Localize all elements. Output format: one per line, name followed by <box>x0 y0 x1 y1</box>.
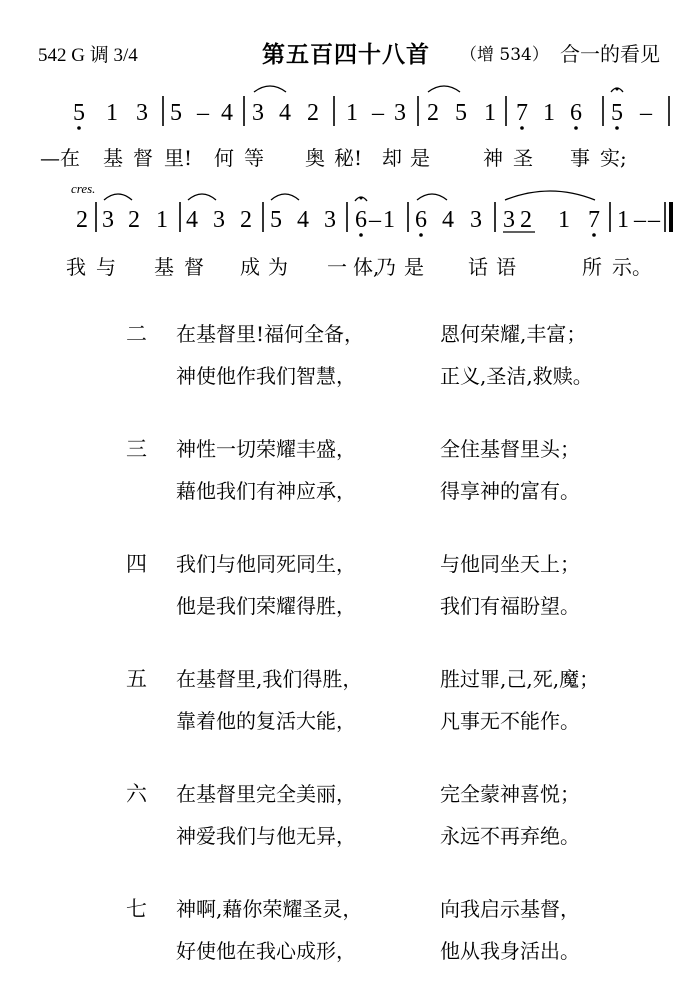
note: 2 <box>427 100 439 126</box>
low-octave-dot <box>359 233 363 237</box>
note: 3 <box>213 207 225 233</box>
note: 2 <box>240 207 252 233</box>
verse-line: 得享神的富有。 <box>440 479 580 503</box>
lyric: 是 <box>404 255 424 279</box>
verse-number: 二 <box>126 322 147 346</box>
note: – <box>369 207 381 233</box>
verse-number: 三 <box>126 437 147 461</box>
note: 4 <box>442 207 454 233</box>
verse-7 <box>0 893 700 973</box>
verse-line: 完全蒙神喜悦； <box>440 782 580 806</box>
note: – <box>634 207 646 233</box>
lyric: 神 <box>483 146 503 170</box>
slur <box>271 194 299 200</box>
lyric: 语 <box>496 255 516 279</box>
lyric: 所 <box>582 255 602 279</box>
verse-line: 我们与他同死同生， <box>176 552 356 576</box>
fermata-dot <box>616 88 619 91</box>
lyric: 示。 <box>612 255 652 279</box>
fermata-dot <box>360 197 363 200</box>
hymn-subtitle: 合一的看见 <box>560 42 660 66</box>
note: 5 <box>455 100 467 126</box>
verse-line: 正义,圣洁,救赎。 <box>440 364 593 388</box>
hymn-supplement: （增 534） <box>460 45 549 65</box>
score-line-1 <box>73 86 669 130</box>
note: 3 <box>136 100 148 126</box>
lyrics-line-2 <box>66 255 652 279</box>
note: 5 <box>73 100 85 126</box>
note: 2 <box>307 100 319 126</box>
verse-line: 我们有福盼望。 <box>440 594 580 618</box>
slur <box>505 191 595 200</box>
lyric: 实; <box>600 146 627 170</box>
note: 7 <box>588 207 600 233</box>
note: – <box>648 207 660 233</box>
verse-line: 他从我身活出。 <box>440 939 580 963</box>
lyric: 与 <box>96 255 116 279</box>
slur <box>254 86 286 92</box>
note: – <box>640 100 652 126</box>
verse-line: 好使他在我心成形， <box>176 939 356 963</box>
lyric: 督 <box>133 146 153 170</box>
note: 5 <box>170 100 182 126</box>
verse-4 <box>0 548 700 628</box>
verse-line: 胜过罪,己,死,魔； <box>440 667 600 691</box>
verse-line: 藉他我们有神应承， <box>176 479 356 503</box>
note: 5 <box>270 207 282 233</box>
note: 7 <box>516 100 528 126</box>
low-octave-dot <box>77 126 81 130</box>
verse-6 <box>0 778 700 858</box>
lyric: 何 <box>214 146 234 170</box>
verse-line: 在基督里,我们得胜， <box>176 667 363 691</box>
low-octave-dot <box>520 126 524 130</box>
slur <box>417 194 447 200</box>
note: 1 <box>346 100 358 126</box>
note: 2 <box>76 207 88 233</box>
verse-line: 神性一切荣耀丰盛， <box>176 437 356 461</box>
note: 6 <box>415 207 427 233</box>
note: 1 <box>543 100 555 126</box>
hymn-header <box>0 34 700 74</box>
lyric: 成 <box>240 255 260 279</box>
note: 3 <box>503 207 515 233</box>
lyric: 圣 <box>513 146 533 170</box>
verse-line: 神爱我们与他无异， <box>176 824 356 848</box>
note: 4 <box>186 207 198 233</box>
verse-line: 永远不再弃绝。 <box>440 824 580 848</box>
note: 1 <box>484 100 496 126</box>
verse-2 <box>0 318 700 398</box>
slur <box>188 194 216 200</box>
verse-number: 五 <box>126 667 147 691</box>
lyric: 话 <box>468 255 488 279</box>
note: 1 <box>558 207 570 233</box>
note: 6 <box>355 207 367 233</box>
lyric: 基 <box>154 255 174 279</box>
verse-line: 向我启示基督， <box>440 897 580 921</box>
note: 1 <box>383 207 395 233</box>
lyric: 我 <box>66 255 86 279</box>
music-score <box>0 70 700 300</box>
note: 4 <box>297 207 309 233</box>
lyric: 体, <box>353 255 380 279</box>
verse-line: 神啊,藉你荣耀圣灵， <box>176 897 363 921</box>
lyrics-line-1 <box>40 146 627 170</box>
lyric: 奥 <box>305 146 325 170</box>
note: 2 <box>520 207 532 233</box>
low-octave-dot <box>419 233 423 237</box>
note: 2 <box>128 207 140 233</box>
verse-5 <box>0 663 700 743</box>
lyric: 督 <box>184 255 204 279</box>
verse-3 <box>0 433 700 513</box>
note: 3 <box>394 100 406 126</box>
verse-line: 靠着他的复活大能， <box>176 709 356 733</box>
note: 1 <box>156 207 168 233</box>
lyric: 里! <box>164 146 193 170</box>
lyric: 基 <box>103 146 123 170</box>
note: 1 <box>617 207 629 233</box>
lyric: 一 <box>327 255 347 279</box>
note: 4 <box>221 100 233 126</box>
note: 3 <box>324 207 336 233</box>
verse-line: 凡事无不能作。 <box>440 709 580 733</box>
lyric: 事 <box>570 146 590 170</box>
note: 6 <box>570 100 582 126</box>
verse-line: 他是我们荣耀得胜， <box>176 594 356 618</box>
lyric: 却 <box>382 146 402 170</box>
note: 3 <box>252 100 264 126</box>
verse-line: 神使他作我们智慧， <box>176 364 356 388</box>
hymn-title: 第五百四十八首 <box>262 41 430 68</box>
note: – <box>372 100 384 126</box>
lyric: 等 <box>244 146 264 170</box>
low-octave-dot <box>592 233 596 237</box>
low-octave-dot <box>574 126 578 130</box>
lyric: 乃 <box>376 255 396 279</box>
lyric: 是 <box>410 146 430 170</box>
verse-number: 七 <box>126 897 147 921</box>
verse-line: 在基督里!福何全备， <box>176 322 365 346</box>
verse-line: 全住基督里头； <box>440 437 580 461</box>
slur <box>428 86 460 92</box>
note: 3 <box>470 207 482 233</box>
slur <box>104 194 132 200</box>
verse-line: 在基督里完全美丽， <box>176 782 356 806</box>
note: 5 <box>611 100 623 126</box>
verse-number: 六 <box>126 782 147 806</box>
note: 4 <box>279 100 291 126</box>
verse-line: 恩何荣耀,丰富； <box>440 322 587 346</box>
lyric: —在 <box>40 146 80 170</box>
low-octave-dot <box>615 126 619 130</box>
lyric: 为 <box>268 255 288 279</box>
score-line-2 <box>76 191 671 237</box>
hymn-number-key: 542 G 调 3/4 <box>38 45 138 66</box>
crescendo-mark: cres. <box>71 181 96 196</box>
note: – <box>197 100 209 126</box>
verse-number: 四 <box>126 552 147 576</box>
note: 3 <box>102 207 114 233</box>
note: 1 <box>106 100 118 126</box>
verse-line: 与他同坐天上； <box>440 552 580 576</box>
lyric: 秘! <box>334 146 363 170</box>
